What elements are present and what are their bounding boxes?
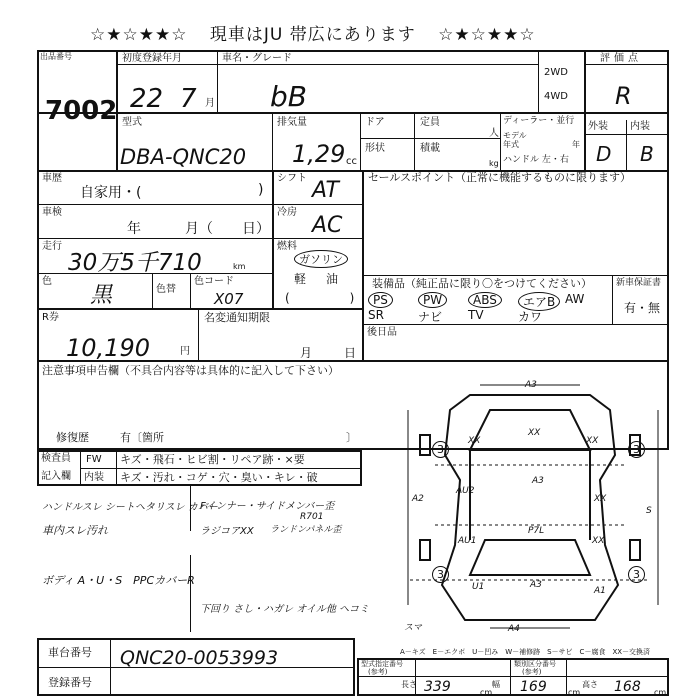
inspector-fw: FW	[86, 454, 102, 465]
diagram-mark-fl: XX	[468, 436, 481, 446]
diagram-mark-top: A3	[525, 380, 537, 390]
mileage-value: 30万5千710	[68, 250, 202, 276]
diagram-mark-bl: U1	[472, 582, 485, 592]
reg-year: 22	[130, 84, 164, 114]
banner-stars-right: ☆★☆★★☆	[438, 25, 536, 45]
eval-int-label: 内装	[630, 121, 650, 132]
shift-label: シフト	[277, 173, 307, 184]
eval-int: B	[640, 142, 654, 166]
dealer-l5: ハンドル 左・右	[503, 155, 569, 165]
recycle-unit: 円	[180, 346, 190, 357]
equip-item: エアB	[518, 292, 560, 311]
diagram-mark-ml: AU2	[456, 486, 475, 496]
lot-label: 出品番号	[40, 52, 72, 61]
cap-load-label: 積載	[420, 143, 440, 154]
diagram-mark-rl: AU1	[458, 536, 477, 546]
drive-2wd: 2WD	[544, 67, 568, 78]
eval-ext: D	[596, 142, 612, 166]
equip-label: 装備品（純正品に限り〇をつけてください）	[372, 277, 592, 290]
repair-value: 有〔箇所	[120, 431, 164, 444]
equip-item: ABS	[468, 292, 502, 308]
notes-label: 注意事項申告欄（不具合内容等は具体的に記入して下さい）	[42, 364, 339, 377]
dims-wid-label: 幅	[492, 680, 500, 689]
doors-label: ドア	[365, 117, 385, 128]
mileage-unit: km	[233, 262, 246, 271]
type-d: (参考)	[522, 668, 542, 676]
banner-text: 現車はJU 帯広にあります	[209, 25, 416, 45]
chassis-value: QNC20-0053993	[120, 647, 279, 669]
rear-label: 後日品	[367, 327, 397, 338]
dims-hgt-unit: cm	[654, 688, 667, 697]
car-name: bB	[270, 80, 307, 113]
remark-5: R701	[300, 512, 324, 522]
type-c: 類別区分番号	[514, 660, 556, 668]
shaken-month: 月（	[185, 221, 213, 237]
recycle-value: 10,190	[66, 334, 150, 362]
equip-item: カワ	[518, 310, 543, 324]
remark-7: ランドンパネル歪	[270, 525, 342, 535]
eval-score: R	[615, 82, 632, 110]
shaken-label: 車検	[42, 207, 62, 218]
inspector-fw-items: キズ・飛石・ヒビ割・リペア跡・×要	[120, 453, 305, 466]
fuel-label: 燃料	[277, 241, 297, 252]
disp-label: 排気量	[277, 117, 307, 128]
fuel-light: 軽	[294, 272, 307, 286]
remark-2: 車内スレ汚れ	[42, 524, 108, 537]
car-label: 車名・グレード	[222, 53, 292, 64]
regno-label: 登録番号	[48, 676, 92, 689]
recycle-label: R券	[42, 312, 59, 323]
chassis-label: 車台番号	[48, 646, 92, 659]
repair-label: 修復歴	[56, 431, 89, 444]
diagram-mark-rc: P7L	[528, 526, 545, 536]
ac-label: 冷房	[277, 207, 297, 218]
dims-hgt: 168	[614, 679, 641, 695]
eval-label: 評価点	[600, 53, 642, 64]
dealer-l2: モデル	[503, 131, 527, 140]
diagram-mark-c1: 3	[432, 441, 449, 458]
dims-len-label: 長さ	[401, 680, 417, 689]
ac-value: AC	[312, 213, 343, 238]
cap-load-unit: kg	[489, 159, 499, 168]
color-code: X07	[214, 290, 244, 308]
dealer-l3: 年式	[503, 140, 519, 149]
warranty-value: 有・無	[624, 301, 661, 315]
warranty-label: 新車保証書	[616, 278, 662, 288]
diagram-mark-right: S	[646, 506, 652, 516]
history-value: 自家用・(	[80, 185, 142, 201]
cap-unit: 人	[489, 128, 499, 139]
equip-item: SR	[368, 308, 384, 322]
shaken-year: 年	[127, 221, 141, 237]
history-close: )	[258, 182, 264, 198]
inspector-int: 内装	[84, 472, 104, 483]
model-label: 型式	[122, 117, 142, 128]
drive-4wd: 4WD	[544, 91, 568, 102]
inspector-label2: 記入欄	[41, 471, 71, 482]
fuel-gas: ガソリン	[294, 250, 348, 268]
diagram-mark-br: A1	[594, 586, 606, 596]
remark-3: ボディ A・U・S PPCカバーR	[42, 574, 195, 587]
color-value: 黒	[90, 283, 113, 308]
equip-item: PW	[418, 292, 447, 308]
diagram-mark-bottom: A4	[508, 624, 520, 634]
lot-number: 7002	[45, 96, 118, 126]
transfer-day: 日	[344, 346, 357, 360]
disp-unit: cc	[346, 156, 357, 167]
shaken-day: 日）	[242, 221, 270, 237]
diagram-mark-left: A2	[412, 494, 424, 504]
dims-wid-unit: cm	[568, 688, 581, 697]
color-alt-label: 色替	[156, 284, 176, 295]
legend-text: A－キズ E－エクボ U－凹み W－補修跡 S－サビ C－腐食 XX－交換済	[400, 648, 651, 656]
car-diagram	[390, 370, 680, 640]
type-a: 型式指定番号	[361, 660, 403, 668]
equip-item: PS	[368, 292, 393, 308]
diagram-mark-fc: XX	[528, 428, 541, 438]
diagram-mark-rr: XX	[592, 536, 605, 546]
repair-close: 〕	[346, 431, 357, 444]
dealer-l4: 年	[572, 140, 580, 149]
history-label: 車歴	[42, 173, 62, 184]
reg-month-unit: 月	[205, 98, 215, 109]
sales-label: セールスポイント（正常に機能するものに限ります）	[368, 171, 632, 184]
diagram-mark-mc: A3	[532, 476, 544, 486]
remark-1: ハンドルスレ シートヘタリスレ カバー	[42, 502, 218, 513]
type-b: (参考)	[368, 668, 388, 676]
banner-stars-left: ☆★☆★★☆	[90, 25, 188, 45]
dims-wid: 169	[520, 679, 547, 695]
transfer-label: 名変通知期限	[204, 311, 270, 324]
diagram-mark-c2: 3	[628, 441, 645, 458]
equip-item: TV	[468, 308, 484, 322]
diagram-mark-c4: 3	[628, 566, 645, 583]
color-label: 色	[42, 276, 52, 287]
banner	[90, 20, 536, 45]
reg-month: 7	[180, 84, 197, 114]
diagram-mark-mr: XX	[594, 494, 607, 504]
fuel-oil: 油	[326, 272, 339, 286]
reg-label: 初度登録年月	[122, 53, 182, 64]
transfer-month: 月	[300, 346, 313, 360]
inspector-label1: 検査員	[41, 453, 71, 464]
diagram-mark-c3: 3	[432, 566, 449, 583]
dims-len: 339	[424, 679, 451, 695]
doors-shape-label: 形状	[365, 143, 385, 154]
dims-hgt-label: 高さ	[582, 680, 598, 689]
mileage-label: 走行	[42, 241, 62, 252]
fuel-paren: ( )	[285, 291, 355, 305]
remark-4: Fインナー・サイドメンバー歪	[200, 501, 335, 512]
remark-8: 下回り さし・ハガレ オイル他 ヘコミ	[200, 604, 370, 615]
model-value: DBA-QNC20	[120, 145, 247, 169]
disp-value: 1,29	[292, 140, 346, 168]
eval-ext-label: 外装	[588, 121, 608, 132]
diagram-mark-s1: スマ	[404, 623, 422, 633]
equip-item: ナビ	[418, 310, 443, 324]
remark-6: ラジコアXX	[200, 526, 254, 537]
cap-label: 定員	[420, 117, 440, 128]
shift-value: AT	[312, 178, 339, 203]
dims-len-unit: cm	[480, 688, 493, 697]
color-code-label: 色コード	[194, 276, 234, 287]
inspector-int-items: キズ・汚れ・コゲ・穴・臭い・キレ・破	[120, 471, 318, 484]
diagram-mark-fr: XX	[586, 436, 599, 446]
equip-item: AW	[565, 292, 585, 306]
dealer-l1: ディーラー・並行	[503, 116, 575, 126]
diagram-mark-bc: A3	[530, 580, 542, 590]
